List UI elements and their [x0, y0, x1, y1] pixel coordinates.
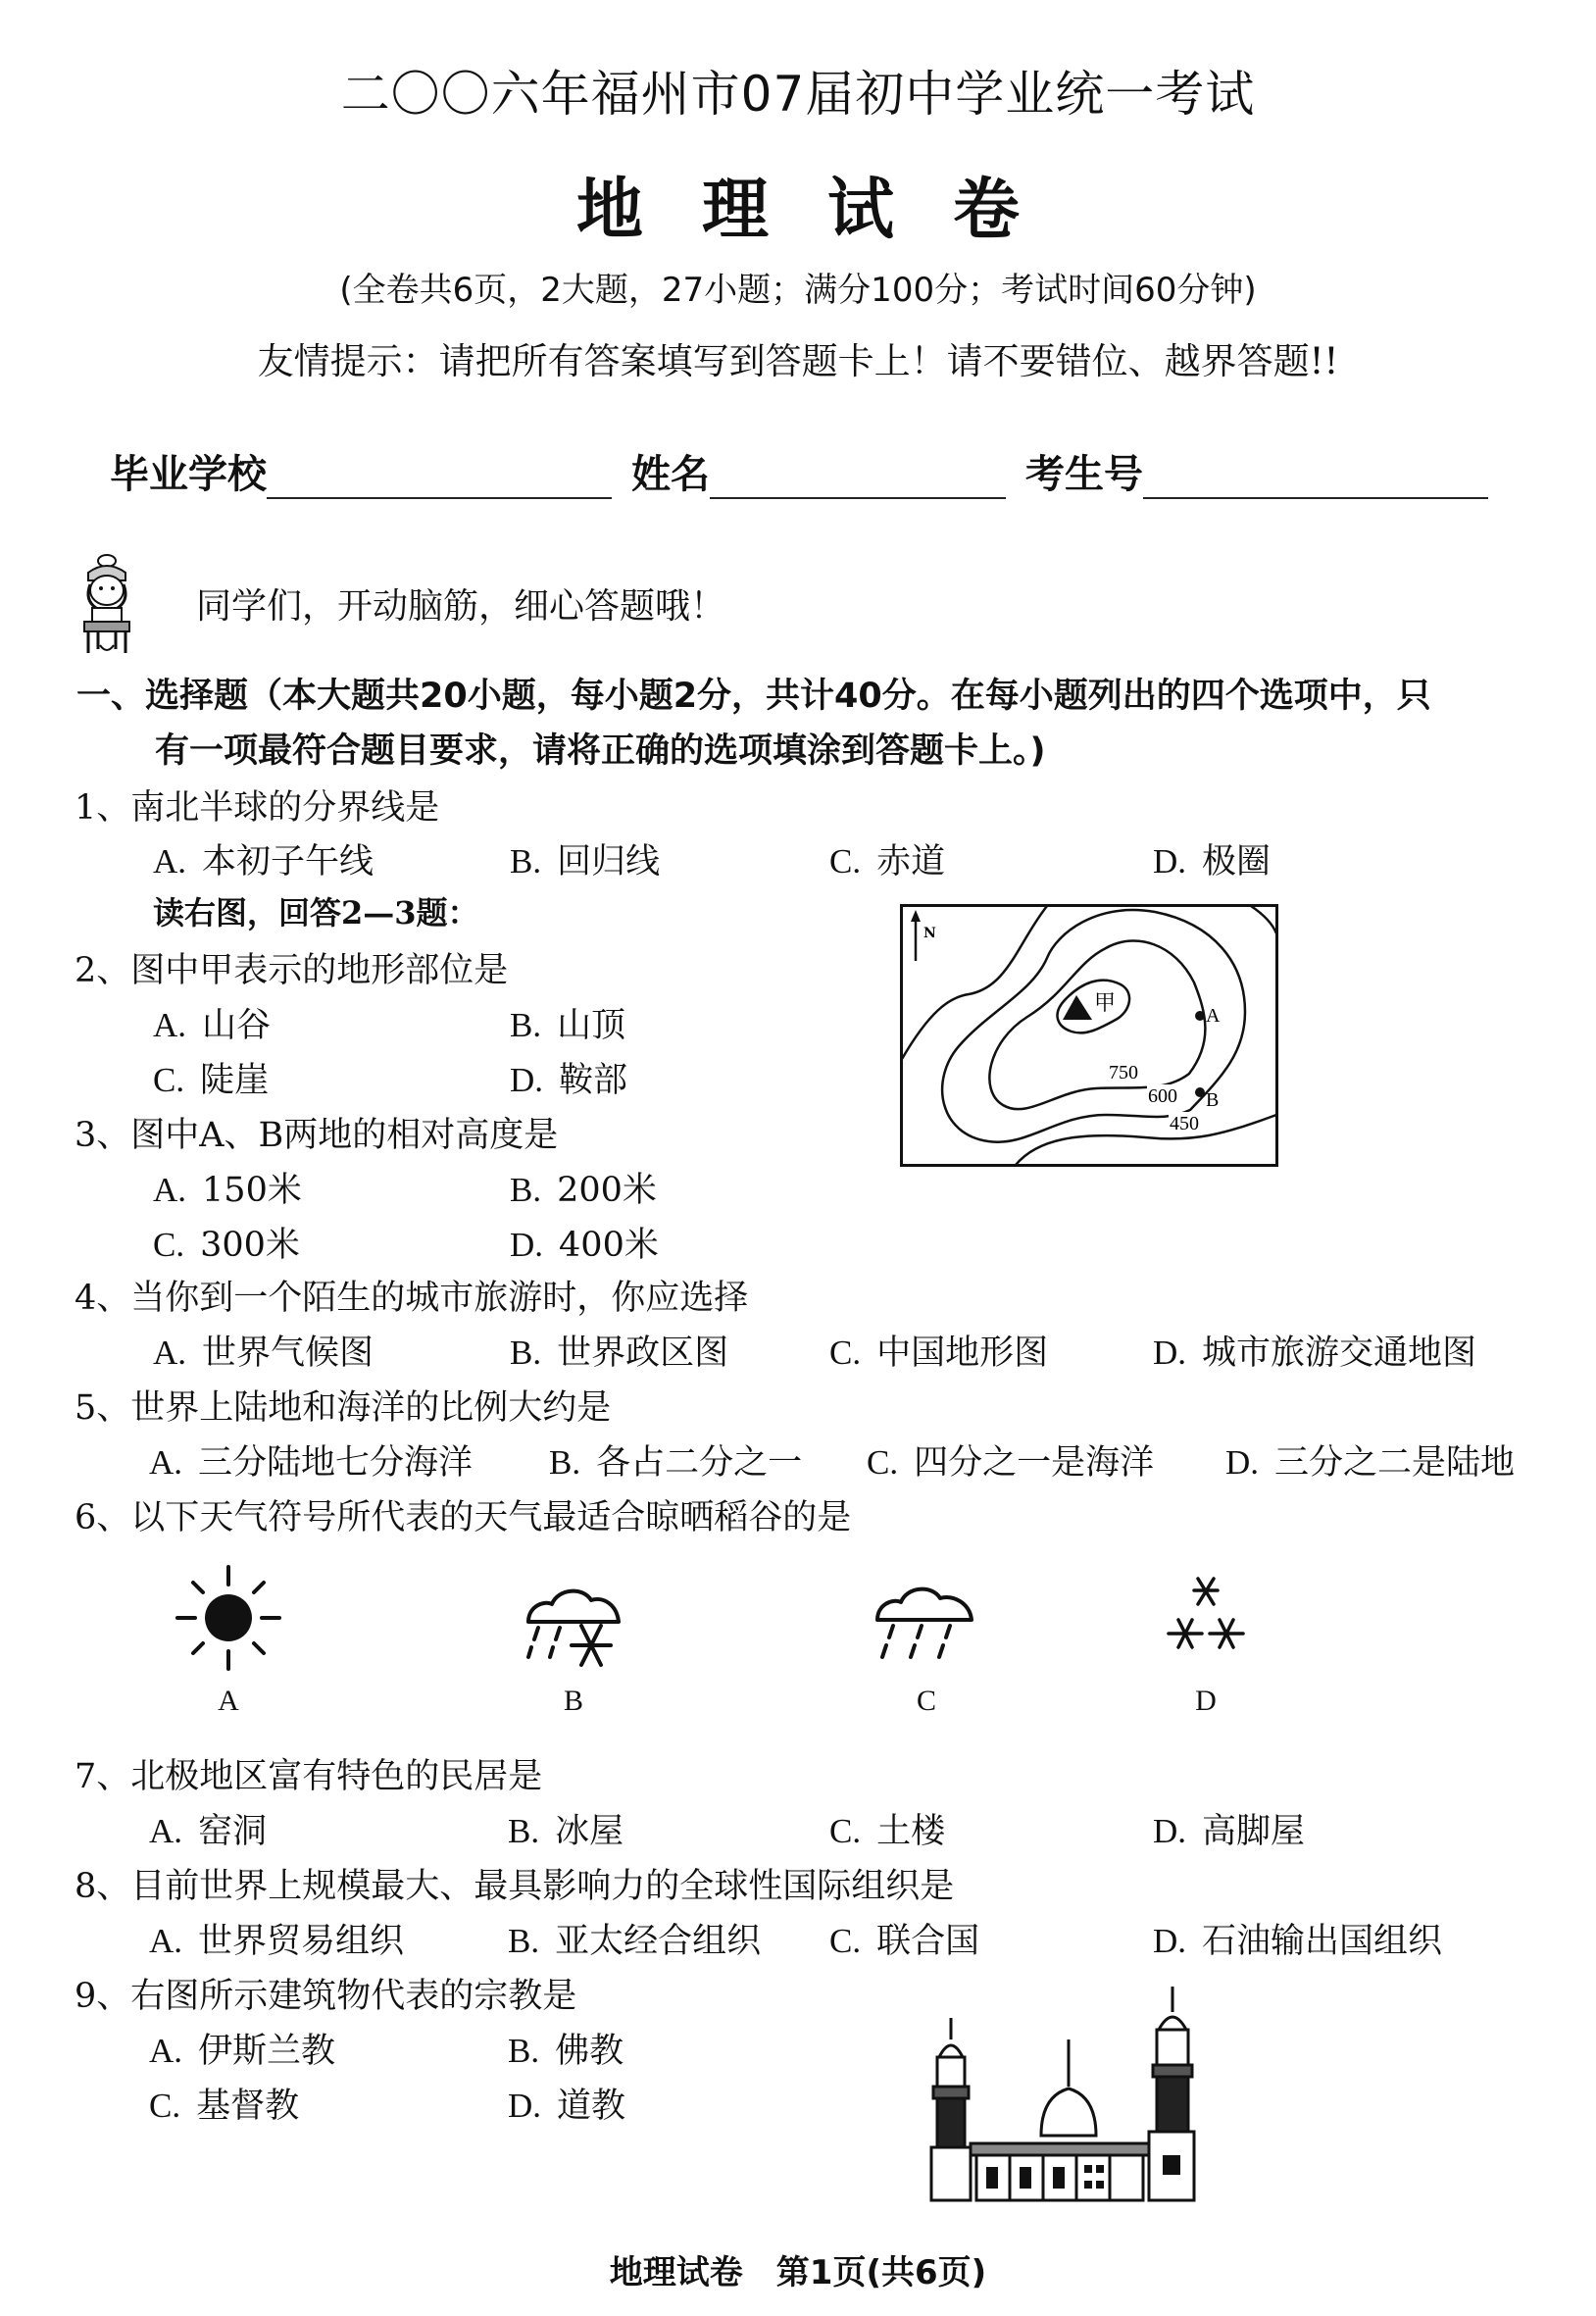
exam-title: 二〇〇六年福州市07届初中学业统一考试 — [340, 66, 1256, 123]
option-text: 本初子午线 — [202, 842, 374, 881]
option-letter: A. — [149, 1443, 183, 1482]
q2-option-a[interactable] — [153, 998, 271, 1047]
option-letter: D. — [1225, 1443, 1260, 1482]
option-text: 冰屋 — [555, 1812, 624, 1851]
option-letter: D. — [510, 1226, 544, 1264]
option-text: 各占二分之一 — [596, 1443, 803, 1483]
option-text: 伊斯兰教 — [198, 2032, 336, 2071]
q5-option-d[interactable] — [1225, 1435, 1515, 1485]
point-b-label: B — [1206, 1089, 1220, 1111]
subject-title: 地理试卷 — [575, 171, 1078, 249]
q3-option-b[interactable] — [510, 1163, 657, 1212]
option-letter: A. — [153, 1334, 187, 1372]
point-b-marker — [1195, 1087, 1205, 1097]
encouragement-text: 同学们，开动脑筋，细心答题哦！ — [196, 586, 726, 627]
school-field[interactable] — [267, 458, 612, 499]
option-letter: A. — [149, 1812, 183, 1850]
rain-icon — [868, 1559, 985, 1677]
mosque-illustration — [922, 1979, 1196, 2204]
option-letter: C. — [153, 1061, 185, 1099]
option-letter: C. — [829, 842, 862, 881]
option-text: 极圈 — [1202, 842, 1272, 881]
option-letter: A. — [149, 1922, 183, 1960]
q4-option-c[interactable] — [829, 1326, 1048, 1375]
option-text: 三分陆地七分海洋 — [198, 1443, 474, 1483]
question-1-stem: 1、南北半球的分界线是 — [75, 788, 440, 828]
option-letter: B. — [510, 1171, 542, 1209]
question-3-stem: 3、图中A、B两地的相对高度是 — [75, 1116, 559, 1155]
option-letter: C. — [149, 2087, 181, 2125]
option-text: 150米 — [202, 1171, 302, 1210]
option-text: 城市旅游交通地图 — [1202, 1334, 1477, 1373]
option-letter: D. — [1153, 1812, 1187, 1850]
option-text: 三分之二是陆地 — [1274, 1443, 1516, 1483]
q1-option-c[interactable] — [829, 834, 945, 883]
q8-option-b[interactable] — [508, 1914, 761, 1963]
question-4-stem: 4、当你到一个陌生的城市旅游时，你应选择 — [75, 1279, 749, 1318]
peak-label: 甲 — [1094, 991, 1117, 1016]
option-text: 联合国 — [876, 1922, 980, 1961]
option-letter: C. — [829, 1334, 862, 1372]
question-8-stem: 8、目前世界上规模最大、最具影响力的全球性国际组织是 — [75, 1867, 955, 1906]
q9-option-d[interactable] — [508, 2079, 625, 2128]
q9-option-a[interactable] — [149, 2024, 335, 2073]
q5-option-a[interactable] — [149, 1435, 473, 1485]
q3-option-c[interactable] — [153, 1218, 300, 1267]
option-letter: C. — [829, 1922, 862, 1960]
q7-option-a[interactable] — [149, 1804, 267, 1853]
q7-option-c[interactable] — [829, 1804, 945, 1853]
option-text: 土楼 — [876, 1812, 946, 1851]
option-letter: B. — [510, 1334, 542, 1372]
option-letter: C. — [867, 1443, 899, 1482]
option-letter: D. — [508, 2087, 542, 2125]
question-6-stem: 6、以下天气符号所代表的天气最适合晾晒稻谷的是 — [75, 1498, 852, 1537]
option-letter: D. — [510, 1061, 544, 1099]
q4-option-b[interactable] — [510, 1326, 728, 1375]
contour-label-600: 600 — [1148, 1085, 1177, 1107]
q2-option-d[interactable] — [510, 1053, 627, 1102]
point-a-marker — [1195, 1011, 1205, 1021]
option-letter: C. — [153, 1226, 185, 1264]
option-letter: B. — [549, 1443, 581, 1482]
q1-option-d[interactable] — [1153, 834, 1271, 883]
contour-map — [900, 904, 1278, 1167]
q6-option-c[interactable] — [858, 1559, 995, 1726]
q5-option-c[interactable] — [867, 1435, 1154, 1485]
option-letter: A — [218, 1685, 239, 1717]
q7-option-d[interactable] — [1153, 1804, 1305, 1853]
rain-snow-icon — [515, 1559, 632, 1677]
option-letter: A. — [153, 1171, 187, 1209]
point-a-label: A — [1206, 1005, 1221, 1027]
option-text: 山谷 — [202, 1006, 272, 1045]
option-letter: C. — [829, 1812, 862, 1850]
option-text: 世界贸易组织 — [198, 1922, 405, 1961]
option-letter: D. — [1153, 1334, 1187, 1372]
q6-option-a[interactable] — [160, 1559, 297, 1726]
option-text: 石油输出国组织 — [1202, 1922, 1443, 1961]
q6-option-b[interactable] — [505, 1559, 642, 1726]
option-text: 赤道 — [876, 842, 946, 881]
option-text: 200米 — [557, 1171, 657, 1210]
sunny-icon — [170, 1559, 287, 1677]
contour-label-750: 750 — [1109, 1062, 1138, 1083]
option-text: 回归线 — [557, 842, 661, 881]
q8-option-a[interactable] — [149, 1914, 404, 1963]
q7-option-b[interactable] — [508, 1804, 623, 1853]
q8-option-c[interactable] — [829, 1914, 979, 1963]
option-text: 世界政区图 — [557, 1334, 729, 1373]
friendly-tip: 友情提示：请把所有答案填写到答题卡上！请不要错位、越界答题!! — [257, 340, 1339, 382]
q8-option-d[interactable] — [1153, 1914, 1442, 1963]
option-text: 四分之一是海洋 — [914, 1443, 1155, 1483]
student-number-field[interactable] — [1143, 458, 1488, 499]
section-heading-line1: 一、选择题（本大题共20小题，每小题2分，共计40分。在每小题列出的四个选项中，只 — [76, 677, 1431, 716]
student-number-label: 考生号 — [1025, 452, 1143, 497]
option-letter: B. — [508, 2032, 540, 2070]
option-text: 道教 — [557, 2087, 626, 2126]
option-text: 亚太经合组织 — [555, 1922, 762, 1961]
question-5-stem: 5、世界上陆地和海洋的比例大约是 — [75, 1388, 612, 1428]
option-text: 300米 — [200, 1226, 300, 1265]
option-letter: D. — [1153, 842, 1187, 881]
q1-option-b[interactable] — [510, 834, 660, 883]
q4-option-d[interactable] — [1153, 1326, 1476, 1375]
option-text: 400米 — [559, 1226, 659, 1265]
option-text: 佛教 — [555, 2032, 624, 2071]
school-label: 毕业学校 — [110, 452, 267, 497]
option-text: 中国地形图 — [876, 1334, 1049, 1373]
student-cartoon-icon — [76, 551, 137, 659]
north-label: N — [923, 926, 936, 941]
q3-option-a[interactable] — [153, 1163, 302, 1212]
name-label: 姓名 — [631, 452, 710, 497]
option-letter: A. — [153, 842, 187, 881]
q5-option-b[interactable] — [549, 1435, 802, 1485]
q6-option-d[interactable] — [1137, 1559, 1274, 1726]
option-text: 高脚屋 — [1202, 1812, 1306, 1851]
q3-option-d[interactable] — [510, 1218, 659, 1267]
contour-label-450: 450 — [1170, 1113, 1199, 1134]
option-text: 陡崖 — [200, 1061, 270, 1100]
page-footer: 地理试卷 第1页(共6页) — [609, 2253, 987, 2292]
option-letter: B — [563, 1685, 583, 1717]
q2-option-c[interactable] — [153, 1053, 269, 1102]
student-info-fields — [110, 443, 1488, 499]
option-text: 鞍部 — [559, 1061, 628, 1100]
option-letter: B. — [510, 1006, 542, 1044]
option-text: 世界气候图 — [202, 1334, 374, 1373]
option-text: 山顶 — [557, 1006, 626, 1045]
option-letter: B. — [508, 1922, 540, 1960]
read-map-note: 读右图，回答2—3题： — [153, 894, 479, 931]
q9-option-c[interactable] — [149, 2079, 299, 2128]
q1-option-a[interactable] — [153, 834, 374, 883]
option-letter: A. — [149, 2032, 183, 2070]
question-2-stem: 2、图中甲表示的地形部位是 — [75, 951, 509, 990]
option-letter: B. — [508, 1812, 540, 1850]
q2-option-b[interactable] — [510, 998, 625, 1047]
option-letter: A. — [153, 1006, 187, 1044]
question-9-stem: 9、右图所示建筑物代表的宗教是 — [75, 1977, 577, 2016]
option-letter: C — [916, 1685, 936, 1717]
exam-meta: (全卷共6页，2大题，27小题；满分100分；考试时间60分钟) — [339, 271, 1257, 310]
question-7-stem: 7、北极地区富有特色的民居是 — [75, 1757, 543, 1796]
section-heading-line2: 有一项最符合题目要求，请将正确的选项填涂到答题卡上。) — [155, 731, 1046, 771]
snow-icon — [1147, 1559, 1265, 1677]
option-letter: B. — [510, 842, 542, 881]
option-text: 基督教 — [196, 2087, 300, 2126]
option-letter: D — [1195, 1685, 1217, 1717]
option-text: 窑洞 — [198, 1812, 268, 1851]
q4-option-a[interactable] — [153, 1326, 374, 1375]
q9-option-b[interactable] — [508, 2024, 623, 2073]
option-letter: D. — [1153, 1922, 1187, 1960]
name-field[interactable] — [710, 458, 1006, 499]
